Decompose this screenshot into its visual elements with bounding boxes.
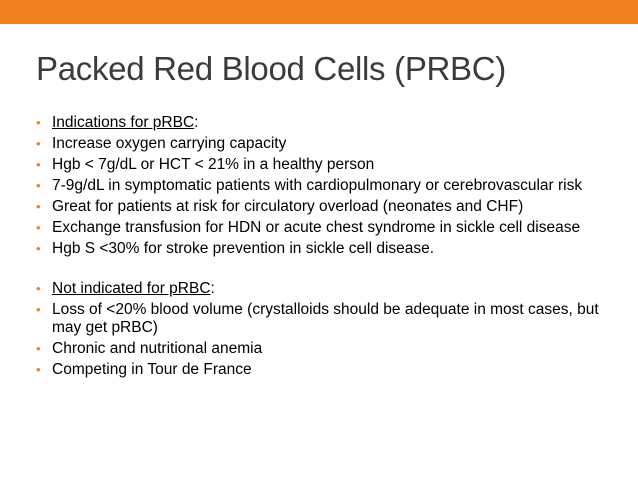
bullet-text: Increase oxygen carrying capacity <box>52 135 287 152</box>
bullet-item <box>36 114 616 132</box>
bullet-text: Loss of <20% blood volume (crystalloids should be adequate in most cases, but may get pRBC) <box>52 301 599 336</box>
bullet-item <box>36 135 616 153</box>
bullet-text: Exchange transfusion for HDN or acute chest syndrome in sickle cell disease <box>52 219 581 236</box>
bullet-icon: • <box>36 178 41 193</box>
heading-colon: : <box>194 114 199 131</box>
bullet-icon: • <box>36 341 41 356</box>
section-heading-not-indicated: Not indicated for pRBC <box>52 280 211 297</box>
top-accent-bar <box>0 0 638 24</box>
bullet-item <box>36 280 616 298</box>
bullet-icon: • <box>36 281 41 296</box>
bullet-text: Hgb S <30% for stroke prevention in sickle cell disease. <box>52 240 435 257</box>
bullet-icon: • <box>36 136 41 151</box>
heading-colon: : <box>210 280 215 297</box>
bullet-text: Chronic and nutritional anemia <box>52 340 263 357</box>
bullet-item <box>36 177 616 195</box>
bullet-text: 7-9g/dL in symptomatic patients with cardiopulmonary or cerebrovascular risk <box>52 177 583 194</box>
bullet-item <box>36 219 616 237</box>
bullet-icon: • <box>36 302 41 317</box>
bullet-item <box>36 240 616 258</box>
bullet-item <box>36 340 616 358</box>
bullet-icon: • <box>36 157 41 172</box>
bullet-list <box>36 114 616 382</box>
bullet-icon: • <box>36 362 41 377</box>
bullet-item <box>36 198 616 216</box>
bullet-text: Competing in Tour de France <box>52 361 252 378</box>
bullet-icon: • <box>36 199 41 214</box>
bullet-text: Great for patients at risk for circulatory overload (neonates and CHF) <box>52 198 524 215</box>
bullet-icon: • <box>36 115 41 130</box>
bullet-item <box>36 361 616 379</box>
bullet-item <box>36 156 616 174</box>
bullet-item <box>36 301 616 337</box>
bullet-text: Hgb < 7g/dL or HCT < 21% in a healthy person <box>52 156 375 173</box>
section-heading-indications: Indications for pRBC <box>52 114 195 131</box>
bullet-icon: • <box>36 241 41 256</box>
bullet-icon: • <box>36 220 41 235</box>
slide-title: Packed Red Blood Cells (PRBC) <box>36 50 506 87</box>
